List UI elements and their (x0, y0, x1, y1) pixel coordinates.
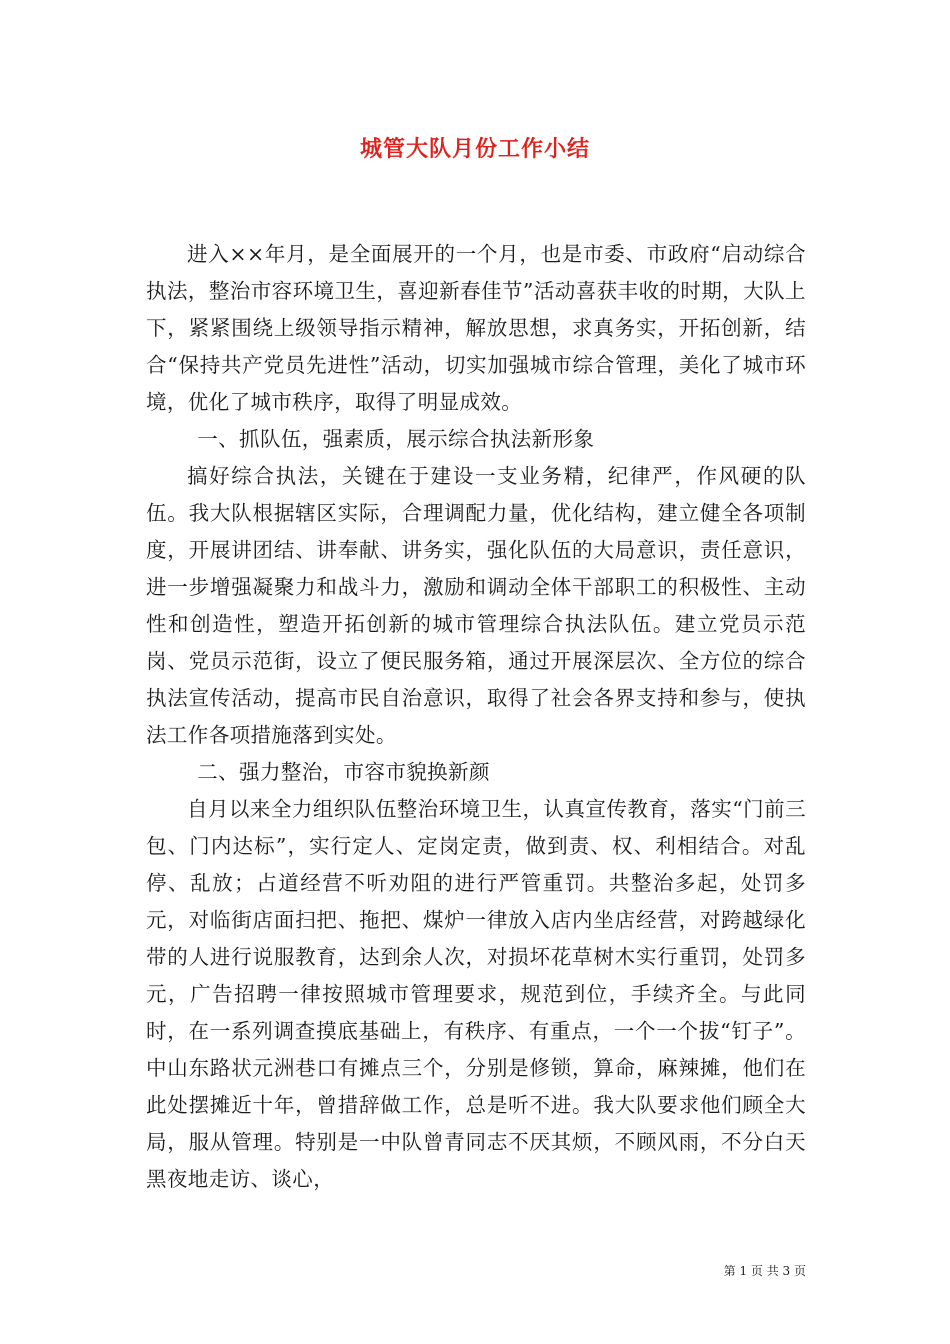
paragraph-section-1: 搞好综合执法，关键在于建设一支业务精，纪律严，作风硬的队伍。我大队根据辖区实际，合理调配力量，优化结构，建立健全各项制度，开展讲团结、讲奉献、讲务实，强化队伍的大局意识，责任意识，进一步增强凝聚力和战斗力，激励和调动全体干部职工的积极性、主动性和创造性，塑造开拓创新的城市管理综合执法队伍。建立党员示范岗、党员示范街，设立了便民服务箱，通过开展深层次、全方位的综合执法宣传活动，提高市民自治意识，取得了社会各界支持和参与，使执法工作各项措施落到实处。 (146, 464, 806, 747)
document-body (146, 236, 806, 1198)
paragraph-section-2: 自月以来全力组织队伍整治环境卫生，认真宣传教育，落实“门前三包、门内达标”，实行定人、定岗定责，做到责、权、利相结合。对乱停、乱放；占道经营不听劝阻的进行严管重罚。共整治多起，处罚多元，对临街店面扫把、拖把、煤炉一律放入店内坐店经营，对跨越绿化带的人进行说服教育，达到余人次，对损坏花草树木实行重罚，处罚多元，广告招聘一律按照城市管理要求，规范到位，手续齐全。与此同时，在一系列调查摸底基础上，有秩序、有重点，一个一个拔“钉子”。中山东路状元洲巷口有摊点三个，分别是修锁，算命，麻辣摊，他们在此处摆摊近十年，曾措辞做工作，总是听不进。我大队要求他们顾全大局，服从管理。特别是一中队曾青同志不厌其烦，不顾风雨，不分白天黑夜地走访、谈心， (146, 797, 806, 1191)
document-title: 城管大队月份工作小结 (359, 136, 590, 162)
section-heading-2: 二、强力整治，市容市貌换新颜 (197, 760, 490, 784)
paragraph-intro: 进入××年月，是全面展开的一个月，也是市委、市政府“启动综合执法，整治市容环境卫生，喜迎新春佳节”活动喜获丰收的时期，大队上下，紧紧围绕上级领导指示精神，解放思想，求真务实，开拓创新，结合“保持共产党员先进性”活动，切实加强城市综合管理，美化了城市环境，优化了城市秩序，取得了明显成效。 (146, 242, 806, 414)
section-heading-1: 一、抓队伍，强素质，展示综合执法新形象 (197, 427, 595, 451)
page-number-footer: 第 1 页 共 3 页 (723, 1264, 806, 1278)
